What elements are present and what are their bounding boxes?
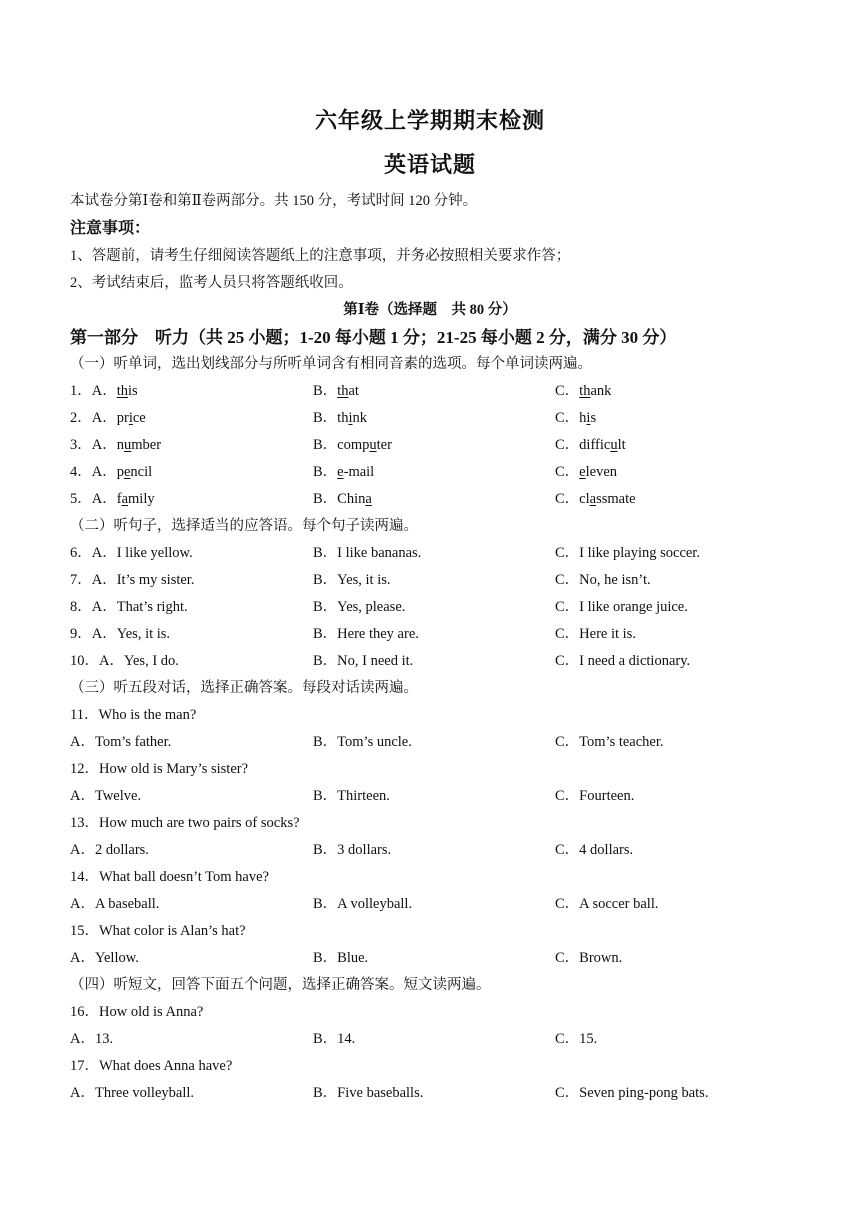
option-b: B．computer: [313, 437, 392, 453]
option-b: B．Blue.: [313, 950, 369, 966]
option-a: A．Tom’s father.: [70, 734, 172, 750]
question-stem: 12．How old is Mary’s sister?: [70, 761, 249, 777]
question-stem: 13．How much are two pairs of socks?: [70, 815, 300, 831]
option-a: 10．A．Yes, I do.: [70, 653, 179, 669]
question-row: [70, 892, 790, 912]
question-stem: 11．Who is the man?: [70, 707, 197, 723]
part-title: 第一部分 听力（共 25 小题；1-20 每小题 1 分；21-25 每小题 2 分，满分 30 分）: [70, 328, 677, 347]
question-row: [70, 730, 790, 750]
option-b: B．think: [313, 410, 367, 426]
option-b: B．Tom’s uncle.: [313, 734, 412, 750]
question-row: [70, 649, 790, 669]
option-a: 2．A．price: [70, 410, 146, 426]
option-a: A．13.: [70, 1031, 114, 1047]
question-stem: 17．What does Anna have?: [70, 1058, 233, 1074]
option-c: C．I like playing soccer.: [555, 545, 700, 561]
option-b: B．Thirteen.: [313, 788, 390, 804]
option-c: C．eleven: [555, 464, 618, 480]
option-b: B．I like bananas.: [313, 545, 422, 561]
option-a: 4．A．pencil: [70, 464, 153, 480]
option-a: 5．A．family: [70, 491, 155, 507]
question-row: [70, 784, 790, 804]
option-a: A．A baseball.: [70, 896, 160, 912]
option-c: C．classmate: [555, 491, 636, 507]
option-c: C．A soccer ball.: [555, 896, 659, 912]
option-a: A．Yellow.: [70, 950, 139, 966]
section-instruction: （二）听句子，选择适当的应答语。每个句子读两遍。: [70, 518, 418, 534]
option-b: B．Five baseballs.: [313, 1085, 424, 1101]
option-a: 1．A．this: [70, 383, 138, 399]
option-b: B．No, I need it.: [313, 653, 414, 669]
question-row: [70, 622, 790, 642]
option-b: B．that: [313, 383, 359, 399]
question-row: [70, 838, 790, 858]
option-c: C．I need a dictionary.: [555, 653, 691, 669]
option-c: C．4 dollars.: [555, 842, 634, 858]
question-row: [70, 541, 790, 561]
option-c: C．his: [555, 410, 597, 426]
option-b: B．China: [313, 491, 372, 507]
option-c: C．Brown.: [555, 950, 623, 966]
option-a: 9．A．Yes, it is.: [70, 626, 171, 642]
question-row: [70, 595, 790, 615]
option-c: C．Tom’s teacher.: [555, 734, 664, 750]
question-row: [70, 1081, 790, 1101]
question-row: [70, 568, 790, 588]
option-b: B．Yes, please.: [313, 599, 406, 615]
question-row: [70, 460, 790, 480]
option-c: C．difficult: [555, 437, 626, 453]
option-a: 3．A．number: [70, 437, 162, 453]
question-row: [70, 433, 790, 453]
question-row: [70, 1027, 790, 1047]
option-c: C．Here it is.: [555, 626, 636, 642]
question-row: [70, 406, 790, 426]
option-a: A．Twelve.: [70, 788, 142, 804]
section-instruction: （四）听短文，回答下面五个问题，选择正确答案。短文读两遍。: [70, 977, 491, 993]
question-stem: 16．How old is Anna?: [70, 1004, 204, 1020]
question-row: [70, 379, 790, 399]
question-row: [70, 946, 790, 966]
page-subtitle: 英语试题: [383, 152, 476, 177]
option-b: B．A volleyball.: [313, 896, 413, 912]
notice-item: 1、答题前，请考生仔细阅读答题纸上的注意事项，并务必按照相关要求作答；: [70, 248, 571, 264]
option-b: B．Here they are.: [313, 626, 419, 642]
option-c: C．I like orange juice.: [555, 599, 688, 615]
notice-item: 2、考试结束后，监考人员只将答题纸收回。: [70, 275, 353, 291]
option-c: C．No, he isn’t.: [555, 572, 651, 588]
option-a: A．2 dollars.: [70, 842, 149, 858]
intro-text: 本试卷分第Ⅰ卷和第Ⅱ卷两部分。共 150 分，考试时间 120 分钟。: [70, 193, 478, 209]
option-a: 6．A．I like yellow.: [70, 545, 193, 561]
section-instruction: （一）听单词，选出划线部分与所听单词含有相同音素的选项。每个单词读两遍。: [70, 356, 592, 372]
question-stem: 14．What ball doesn’t Tom have?: [70, 869, 269, 885]
option-a: A．Three volleyball.: [70, 1085, 195, 1101]
option-b: B．3 dollars.: [313, 842, 392, 858]
option-b: B．Yes, it is.: [313, 572, 391, 588]
option-c: C．Seven ping-pong bats.: [555, 1085, 709, 1101]
notice-heading: 注意事项：: [70, 220, 151, 237]
option-c: C．15.: [555, 1031, 598, 1047]
question-stem: 15．What color is Alan’s hat?: [70, 923, 246, 939]
option-c: C．thank: [555, 383, 612, 399]
option-c: C．Fourteen.: [555, 788, 635, 804]
option-a: 7．A．It’s my sister.: [70, 572, 195, 588]
page-title: 六年级上学期期末检测: [314, 108, 545, 133]
section-instruction: （三）听五段对话，选择正确答案。每段对话读两遍。: [70, 680, 418, 696]
question-row: [70, 487, 790, 507]
volume-title: 第Ⅰ卷（选择题 共 80 分）: [343, 302, 517, 318]
option-b: B．14.: [313, 1031, 356, 1047]
option-a: 8．A．That’s right.: [70, 599, 188, 615]
option-b: B．e-mail: [313, 464, 375, 480]
